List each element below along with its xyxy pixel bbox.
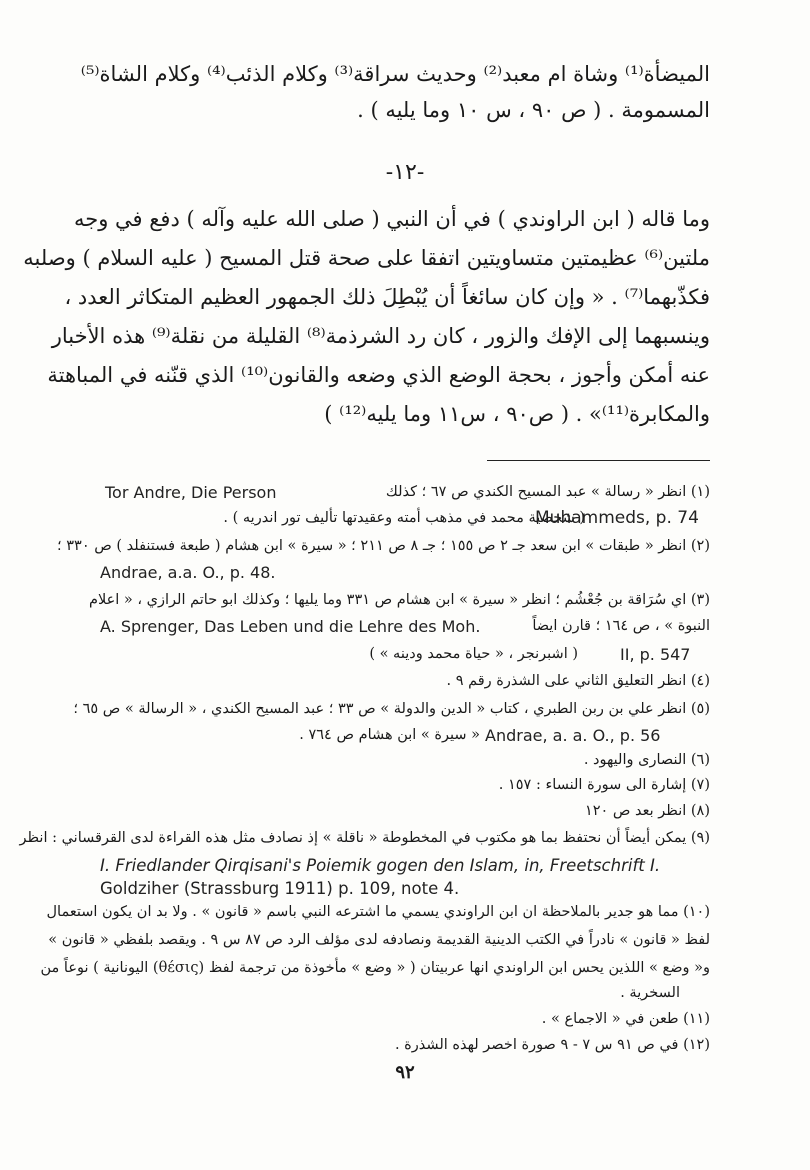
- footnote-10-line-1: (١٠) مما هو جدير بالملاحظة ان ابن الراوندي يسمي ما اشترعه النبي باسم « قانون » . ولا بد ان يكون استعمال: [46, 904, 710, 920]
- footnote-5-arabic: (٥) انظر علي بن ربن الطبري ، كتاب « الدين والدولة » ص ٣٣ ؛ عبد المسيح الكندي ، « الرسالة » ص ٦٥ ؛: [73, 701, 710, 717]
- page-number: ٩٢: [395, 1062, 415, 1083]
- body-line-1: الميضأة⁽¹⁾ وشاة ام معبد⁽²⁾ وحديث سراقة⁽³⁾ وكلام الذئب⁽⁴⁾ وكلام الشاة⁽⁵⁾: [80, 62, 710, 86]
- body-line-2: المسمومة . ( ص ٩٠ ، س ١٠ وما يليه ) .: [357, 98, 710, 122]
- footnote-7-arabic: (٧) إشارة الى سورة النساء : ١٥٧ .: [498, 777, 710, 793]
- footnote-11-arabic: (١١) طعن في « الاجماع » .: [541, 1011, 710, 1027]
- footnote-1b-latin: Muhammeds, p. 74: [535, 508, 699, 528]
- footnote-9-latin-2: Goldziher (Strassburg 1911) p. 109, note 4.: [100, 879, 460, 898]
- footnote-8-arabic: (٨) انظر بعد ص ١٢٠: [584, 803, 710, 819]
- section-number: -١٢-: [385, 160, 425, 185]
- paragraph-line-6: والمكابرة⁽¹¹⁾» . ( ص٩٠ ، س١١ وما يليه⁽¹²⁾ ): [324, 402, 710, 426]
- footnote-10-line-2: لفظ « قانون » نادراً في الكتب الدينية القديمة ونصادفه لدى مؤلف الرد ص ٨٧ س ٩ . ويقصد بلفظي « قانون »: [48, 932, 710, 948]
- footnote-10-line-4: السخرية .: [620, 985, 680, 1001]
- footnote-3-arabic: (٣) اي سُرَاقة بن جُعْشُم ؛ انظر « سيرة » ابن هشام ص ٣٣١ وما يليها ؛ وكذلك ابو حاتم الرازي ، « اعلام: [88, 592, 710, 608]
- footnote-10-line-3: و« وضع » اللذين يحس ابن الراوندي انها عربيتان ( « وضع » مأخوذة من ترجمة لفظ (θέσις) اليونانية ) نوعاً من: [40, 960, 710, 976]
- footnote-5-latin: Andrae, a. a. O., p. 56: [485, 726, 661, 745]
- footnote-1b-arabic: ( شخصية محمد في مذهب أمته وعقيدتها تأليف تور اندريه ) .: [223, 510, 585, 526]
- footnote-1-latin: Tor Andre, Die Person: [105, 483, 277, 502]
- footnote-12-arabic: (١٢) في ص ٩١ س ٧ - ٩ صورة اخصر لهذه الشذرة .: [394, 1037, 710, 1053]
- paragraph-line-4: وينسبهما إلى الإفك والزور ، كان رد الشرذمة⁽⁸⁾ القليلة من نقلة⁽⁹⁾ هذه الأخبار: [51, 324, 710, 348]
- footnote-6-arabic: (٦) النصارى واليهود .: [583, 752, 710, 768]
- footnote-divider: [487, 460, 710, 461]
- footnote-4-arabic: (٤) انظر التعليق الثاني على الشذرة رقم ٩ .: [446, 673, 710, 689]
- footnote-3c-arabic: ( اشبرنجر ، « حياة محمد ودينه » ): [369, 646, 578, 662]
- footnote-9-latin-1: I. Friedlander Qirqisani's Poiemik gogen den Islam, in, Freetschrift I.: [100, 856, 661, 875]
- paragraph-line-1: وما قاله ( ابن الراوندي ) في أن النبي ( صلى الله عليه وآله ) دفع في وجه: [73, 207, 710, 231]
- footnote-9-arabic: (٩) يمكن أيضاً أن نحتفظ بما هو مكتوب في المخطوطة « ناقلة » إذ نصادف مثل هذه القراءة لدى القرقساني : انظر: [19, 830, 710, 846]
- paragraph-line-5: عنه أمكن وأجوز ، بحجة الوضع الذي وضعه والقانون⁽¹⁰⁾ الذي قنّنه في المباهتة: [47, 363, 710, 387]
- footnote-3-latin: A. Sprenger, Das Leben und die Lehre des Moh.: [100, 617, 481, 636]
- paragraph-line-3: فكذّبهما⁽⁷⁾ . « وإن كان سائغاً أن يُبْطِلَ ذلك الجمهور العظيم المتكاثر العدد ،: [64, 285, 710, 309]
- footnote-3c-latin: II, p. 547: [620, 645, 691, 664]
- footnote-2-arabic: (٢) انظر « طبقات » ابن سعد جـ ٢ ص ١٥٥ ؛ جـ ٨ ص ٢١١ ؛ « سيرة » ابن هشام ( طبعة فستنفلد ) ص ٣٣٠ ؛: [57, 538, 710, 554]
- footnote-2-latin: Andrae, a.a. O., p. 48.: [100, 563, 276, 582]
- footnote-1-arabic: (١) انظر « رسالة » عبد المسيح الكندي ص ٦٧ ؛ كذلك: [385, 484, 710, 500]
- paragraph-line-2: ملتين⁽⁶⁾ عظيمتين متساويتين اتفقا على صحة قتل المسيح ( عليه السلام ) وصلبه: [23, 246, 710, 270]
- footnote-3b-arabic: النبوة » ، ص ١٦٤ ؛ قارن ايضاً: [532, 618, 710, 634]
- footnote-5b-arabic: « سيرة » ابن هشام ص ٧٦٤ .: [299, 727, 480, 743]
